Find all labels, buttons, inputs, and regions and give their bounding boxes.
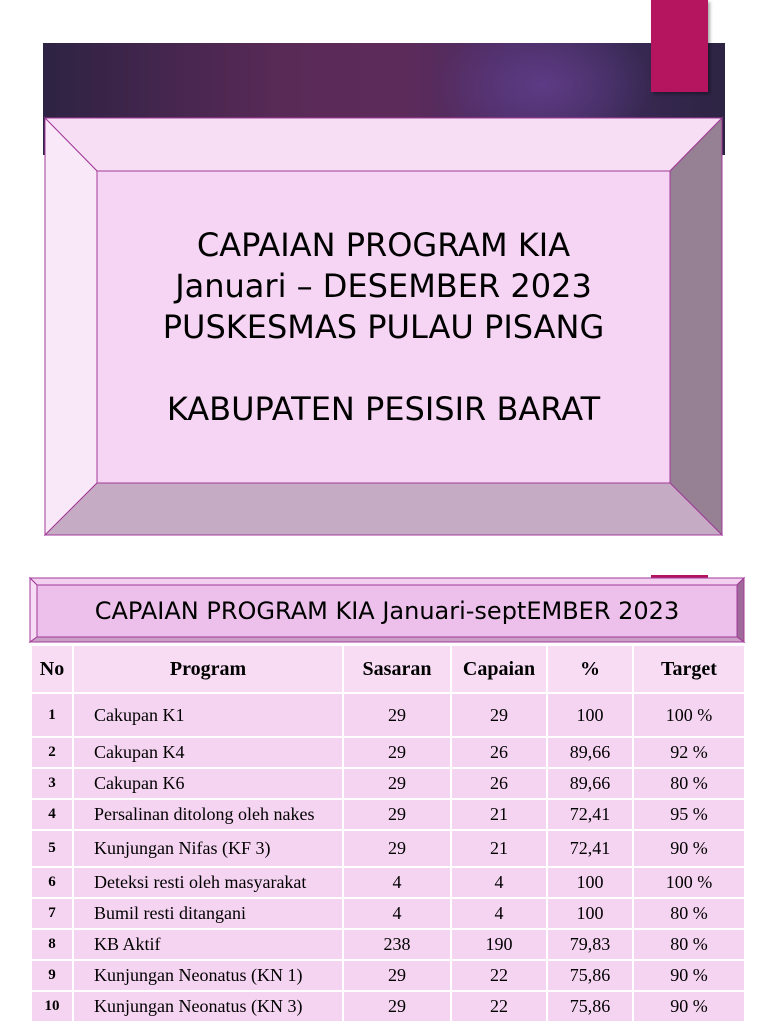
table-row — [31, 867, 745, 898]
table-row — [31, 830, 745, 867]
cell-sasaran: 29 — [343, 991, 451, 1022]
cell-percent: 100 — [547, 867, 633, 898]
cell-program: Kunjungan Nifas (KF 3) — [73, 830, 343, 867]
cell-program: Persalinan ditolong oleh nakes — [73, 799, 343, 830]
table-row — [31, 960, 745, 991]
table-header-row — [31, 645, 745, 693]
cell-sasaran: 29 — [343, 960, 451, 991]
table-row — [31, 799, 745, 830]
slide2-title: CAPAIAN PROGRAM KIA Januari-septEMBER 2023 — [94, 597, 680, 625]
title-bar-bevel-left — [30, 578, 37, 642]
cell-percent: 75,86 — [547, 991, 633, 1022]
cell-sasaran: 4 — [343, 898, 451, 929]
cell-sasaran: 238 — [343, 929, 451, 960]
cell-capaian: 26 — [451, 768, 547, 799]
cell-target: 95 % — [633, 799, 745, 830]
cell-no: 6 — [31, 867, 73, 898]
table-row — [31, 693, 745, 737]
title-bar-bevel-top — [30, 578, 744, 585]
cell-target: 80 % — [633, 768, 745, 799]
cell-percent: 72,41 — [547, 830, 633, 867]
cell-no: 1 — [31, 693, 73, 737]
cell-program: KB Aktif — [73, 929, 343, 960]
cell-program: Cakupan K1 — [73, 693, 343, 737]
cell-sasaran: 29 — [343, 737, 451, 768]
cell-program: Cakupan K4 — [73, 737, 343, 768]
cell-capaian: 21 — [451, 799, 547, 830]
bevel-right — [670, 118, 722, 535]
table-row — [31, 929, 745, 960]
bevel-bottom — [45, 483, 722, 535]
cell-program: Kunjungan Neonatus (KN 1) — [73, 960, 343, 991]
cell-target: 92 % — [633, 737, 745, 768]
cell-capaian: 4 — [451, 898, 547, 929]
cell-capaian: 21 — [451, 830, 547, 867]
cell-percent: 72,41 — [547, 799, 633, 830]
cell-sasaran: 4 — [343, 867, 451, 898]
cell-percent: 79,83 — [547, 929, 633, 960]
cell-target: 90 % — [633, 960, 745, 991]
cell-no: 8 — [31, 929, 73, 960]
slide1-title-line: Januari – DESEMBER 2023 — [175, 266, 592, 305]
kia-achievement-table — [30, 644, 746, 1023]
cell-no: 4 — [31, 799, 73, 830]
cell-percent: 100 — [547, 693, 633, 737]
cell-no: 9 — [31, 960, 73, 991]
slide1-subtitle: KABUPATEN PESISIR BARAT — [166, 389, 601, 428]
column-header-program: Program — [73, 645, 343, 693]
cell-capaian: 22 — [451, 991, 547, 1022]
cell-sasaran: 29 — [343, 799, 451, 830]
cell-capaian: 29 — [451, 693, 547, 737]
cell-percent: 75,86 — [547, 960, 633, 991]
column-header-target: Target — [633, 645, 745, 693]
cell-no: 5 — [31, 830, 73, 867]
cell-percent: 89,66 — [547, 768, 633, 799]
cell-program: Kunjungan Neonatus (KN 3) — [73, 991, 343, 1022]
cell-target: 80 % — [633, 929, 745, 960]
cell-program: Bumil resti ditangani — [73, 898, 343, 929]
cell-no: 2 — [31, 737, 73, 768]
cell-percent: 100 — [547, 898, 633, 929]
table-row — [31, 737, 745, 768]
bevel-top — [45, 118, 722, 171]
table-row — [31, 991, 745, 1022]
table-body — [31, 693, 745, 1022]
cell-target: 90 % — [633, 991, 745, 1022]
cell-target: 90 % — [633, 830, 745, 867]
slide1-title-line: CAPAIAN PROGRAM KIA — [196, 225, 571, 264]
cell-target: 80 % — [633, 898, 745, 929]
cell-sasaran: 29 — [343, 768, 451, 799]
column-header-percent: % — [547, 645, 633, 693]
cell-sasaran: 29 — [343, 693, 451, 737]
cell-target: 100 % — [633, 693, 745, 737]
cell-capaian: 26 — [451, 737, 547, 768]
cell-capaian: 4 — [451, 867, 547, 898]
slide1-title-block — [97, 171, 670, 483]
column-header-capaian: Capaian — [451, 645, 547, 693]
column-header-no: No — [31, 645, 73, 693]
table-row — [31, 768, 745, 799]
cell-program: Cakupan K6 — [73, 768, 343, 799]
column-header-sasaran: Sasaran — [343, 645, 451, 693]
cell-no: 3 — [31, 768, 73, 799]
bevel-left — [45, 118, 97, 535]
cell-sasaran: 29 — [343, 830, 451, 867]
cell-capaian: 190 — [451, 929, 547, 960]
table-row — [31, 898, 745, 929]
cell-program: Deteksi resti oleh masyarakat — [73, 867, 343, 898]
title-bar-bevel-right — [737, 578, 744, 642]
cell-no: 10 — [31, 991, 73, 1022]
cell-capaian: 22 — [451, 960, 547, 991]
cell-target: 100 % — [633, 867, 745, 898]
title-bar-bevel-bottom — [30, 637, 744, 642]
cell-no: 7 — [31, 898, 73, 929]
cell-percent: 89,66 — [547, 737, 633, 768]
slide1-title-line: PUSKESMAS PULAU PISANG — [162, 307, 605, 346]
